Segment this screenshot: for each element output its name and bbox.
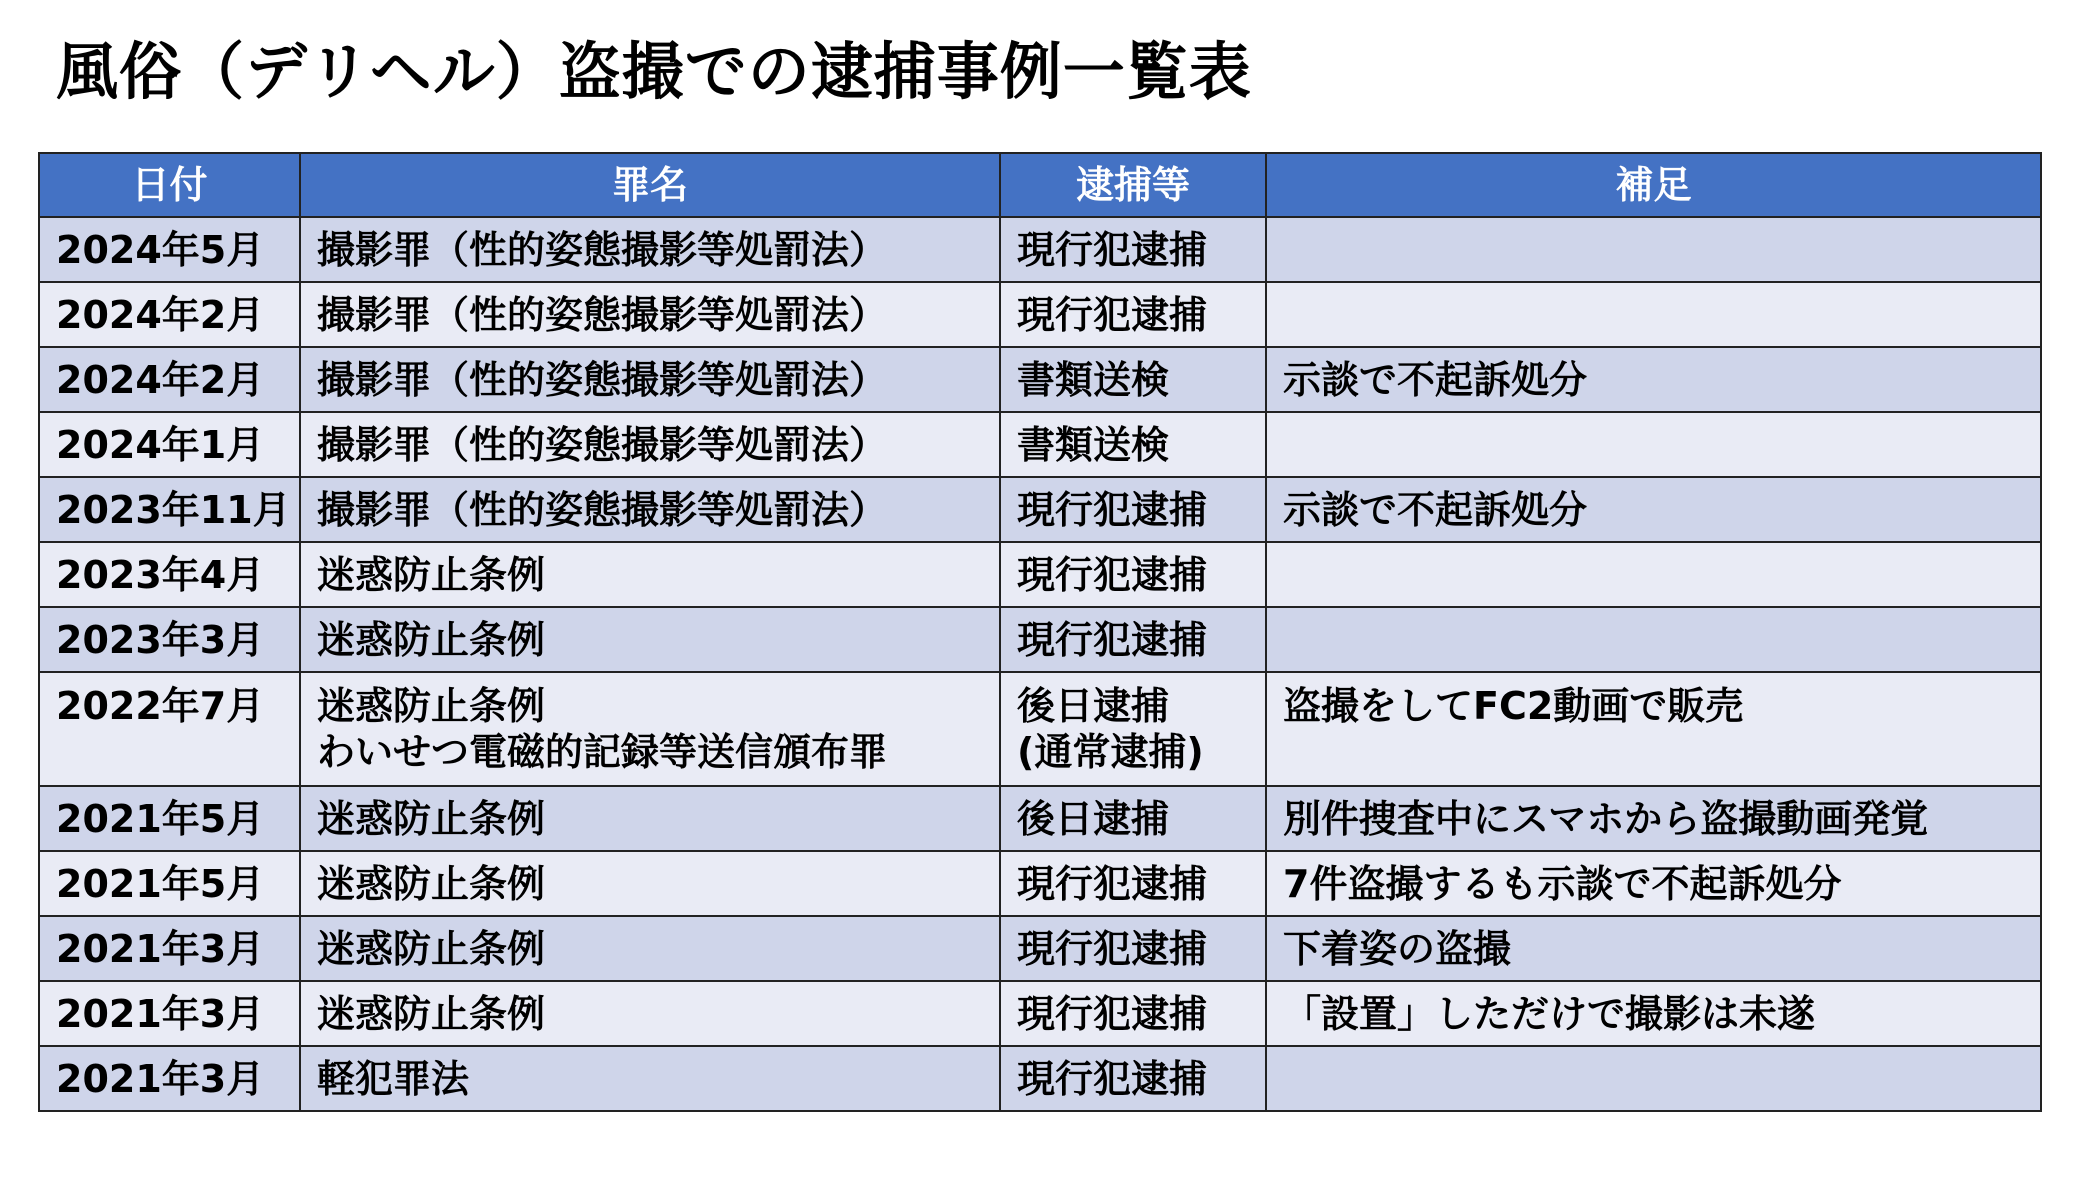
cell-note	[1266, 282, 2041, 347]
header-arrest: 逮捕等	[1000, 153, 1266, 217]
cell-arrest: 現行犯逮捕	[1000, 851, 1266, 916]
cell-crime: 迷惑防止条例	[300, 786, 1000, 851]
cell-crime: 軽犯罪法	[300, 1046, 1000, 1111]
cell-note: 盗撮をしてFC2動画で販売	[1266, 672, 2041, 786]
cell-arrest: 現行犯逮捕	[1000, 981, 1266, 1046]
table-row	[39, 607, 2041, 672]
cell-arrest	[1000, 672, 1266, 786]
table-row	[39, 542, 2041, 607]
cell-arrest: 現行犯逮捕	[1000, 217, 1266, 282]
table-row	[39, 672, 2041, 786]
cell-crime: 迷惑防止条例	[300, 607, 1000, 672]
cell-date: 2021年3月	[39, 916, 300, 981]
cell-crime: 迷惑防止条例	[300, 851, 1000, 916]
cell-date: 2024年1月	[39, 412, 300, 477]
cell-crime-line: わいせつ電磁的記録等送信頒布罪	[317, 730, 888, 774]
cell-note	[1266, 1046, 2041, 1111]
cell-crime: 撮影罪（性的姿態撮影等処罰法）	[300, 282, 1000, 347]
table-body	[39, 217, 2041, 1111]
cell-crime: 迷惑防止条例	[300, 981, 1000, 1046]
cell-date: 2024年2月	[39, 282, 300, 347]
header-crime: 罪名	[300, 153, 1000, 217]
table-row	[39, 477, 2041, 542]
cell-date: 2023年4月	[39, 542, 300, 607]
cell-date: 2021年3月	[39, 981, 300, 1046]
table-row	[39, 981, 2041, 1046]
cell-crime	[300, 672, 1000, 786]
cell-arrest: 現行犯逮捕	[1000, 1046, 1266, 1111]
header-note: 補足	[1266, 153, 2041, 217]
cell-crime: 迷惑防止条例	[300, 542, 1000, 607]
cell-date: 2021年5月	[39, 786, 300, 851]
cell-note: 示談で不起訴処分	[1266, 347, 2041, 412]
cell-crime: 迷惑防止条例	[300, 916, 1000, 981]
cell-date: 2021年5月	[39, 851, 300, 916]
cell-arrest: 現行犯逮捕	[1000, 282, 1266, 347]
cell-date: 2024年5月	[39, 217, 300, 282]
cell-arrest: 現行犯逮捕	[1000, 607, 1266, 672]
cell-date: 2023年3月	[39, 607, 300, 672]
cell-note	[1266, 412, 2041, 477]
cell-note	[1266, 542, 2041, 607]
cell-crime: 撮影罪（性的姿態撮影等処罰法）	[300, 217, 1000, 282]
cell-note: 別件捜査中にスマホから盗撮動画発覚	[1266, 786, 2041, 851]
cell-crime-line: 迷惑防止条例	[317, 684, 546, 728]
cell-crime: 撮影罪（性的姿態撮影等処罰法）	[300, 477, 1000, 542]
cell-arrest-line: (通常逮捕)	[1017, 730, 1204, 774]
cell-arrest: 現行犯逮捕	[1000, 916, 1266, 981]
cell-arrest-line: 後日逮捕	[1017, 684, 1170, 728]
cell-crime: 撮影罪（性的姿態撮影等処罰法）	[300, 347, 1000, 412]
table-row	[39, 282, 2041, 347]
cell-date: 2024年2月	[39, 347, 300, 412]
cell-arrest: 書類送検	[1000, 412, 1266, 477]
cell-crime: 撮影罪（性的姿態撮影等処罰法）	[300, 412, 1000, 477]
arrest-cases-table	[38, 152, 2042, 1112]
cell-arrest: 後日逮捕	[1000, 786, 1266, 851]
table-row	[39, 916, 2041, 981]
table-row	[39, 1046, 2041, 1111]
table-row	[39, 347, 2041, 412]
table-row	[39, 412, 2041, 477]
cell-note: 「設置」しただけで撮影は未遂	[1266, 981, 2041, 1046]
cell-date: 2022年7月	[39, 672, 300, 786]
header-date: 日付	[39, 153, 300, 217]
table-row	[39, 786, 2041, 851]
cell-note: 7件盗撮するも示談で不起訴処分	[1266, 851, 2041, 916]
cell-note	[1266, 217, 2041, 282]
cell-note	[1266, 607, 2041, 672]
table-header	[39, 153, 2041, 217]
cell-arrest: 現行犯逮捕	[1000, 542, 1266, 607]
cell-note: 下着姿の盗撮	[1266, 916, 2041, 981]
cell-date: 2023年11月	[39, 477, 300, 542]
cell-arrest: 書類送検	[1000, 347, 1266, 412]
cell-arrest: 現行犯逮捕	[1000, 477, 1266, 542]
header-row	[39, 153, 2041, 217]
table-row	[39, 217, 2041, 282]
page-title: 風俗（デリヘル）盗撮での逮捕事例一覧表	[56, 35, 1252, 108]
cell-date: 2021年3月	[39, 1046, 300, 1111]
cell-note: 示談で不起訴処分	[1266, 477, 2041, 542]
table-row	[39, 851, 2041, 916]
